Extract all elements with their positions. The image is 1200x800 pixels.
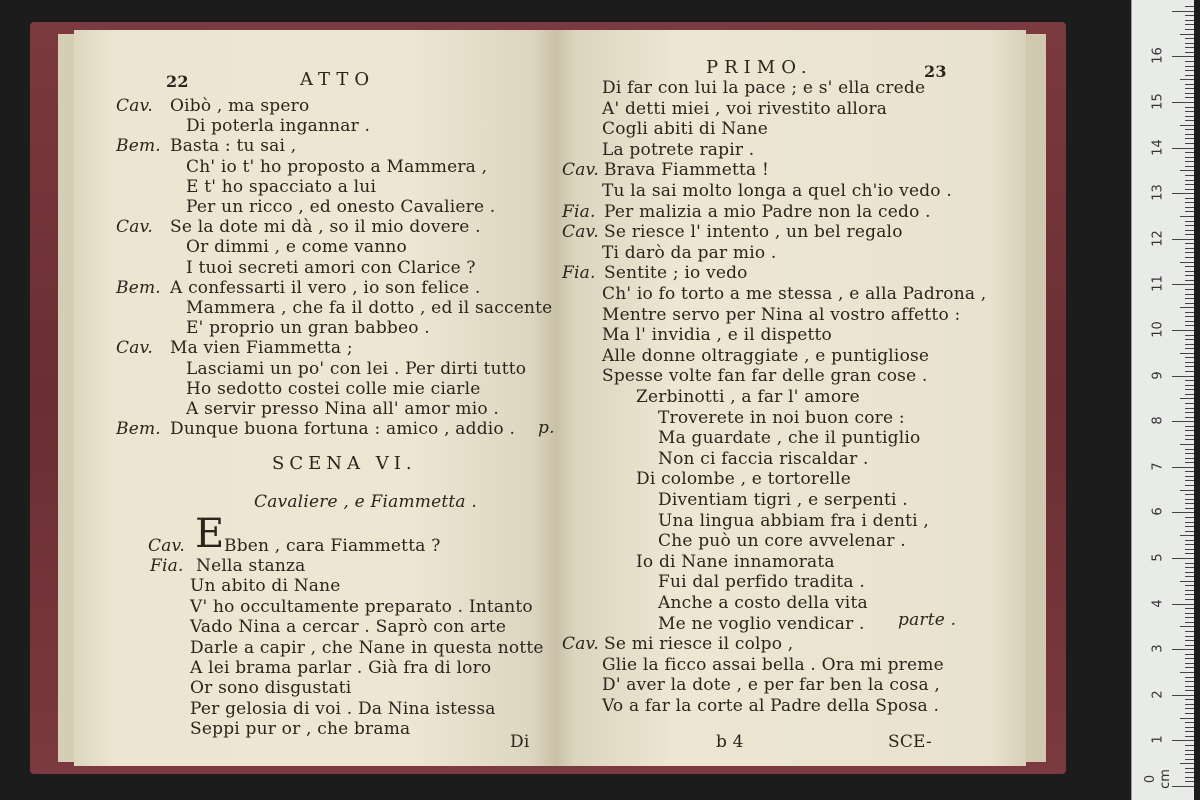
ruler-tick (1180, 444, 1194, 445)
ruler-label: 16 (1150, 47, 1166, 65)
text-line: Ho sedotto costei colle mie ciarle (186, 378, 481, 399)
text-line: Cogli abiti di Nane (602, 119, 769, 140)
text-line: Oibò , ma spero (170, 96, 310, 116)
scene-title: SCENA VI. (272, 453, 417, 474)
text-line: Mammera , che fa il dotto , ed il saccente (186, 298, 553, 318)
ruler-tick (1185, 480, 1194, 481)
ruler-tick (1185, 252, 1194, 253)
page-number: 23 (924, 62, 947, 81)
signature-mark: b 4 (716, 732, 744, 752)
ruler-tick (1185, 699, 1194, 700)
ruler-tick (1185, 138, 1194, 139)
ruler-tick (1185, 175, 1194, 176)
ruler-tick (1185, 294, 1194, 295)
text-line: Se mi riesce il colpo , (604, 634, 794, 655)
ruler-tick (1185, 449, 1194, 450)
ruler-tick (1185, 380, 1194, 381)
ruler-tick (1185, 594, 1194, 595)
ruler-tick (1185, 280, 1194, 281)
ruler-tick (1185, 75, 1194, 76)
text-line: Io di Nane innamorata (636, 551, 835, 572)
ruler-tick (1180, 672, 1194, 673)
text-line: Vo a far la corte al Padre della Sposa . (602, 696, 940, 716)
ruler-tick (1185, 389, 1194, 390)
text-line: Troverete in noi buon core : (658, 407, 905, 428)
ruler-tick (1185, 289, 1194, 290)
ruler-tick (1185, 120, 1194, 121)
text-line: Or sono disgustati (190, 678, 352, 699)
ruler-tick (1185, 713, 1194, 714)
ruler-tick (1185, 590, 1194, 591)
ruler-tick (1185, 458, 1194, 459)
text-line: Per un ricco , ed onesto Cavaliere . (186, 197, 496, 217)
speaker-label: Bem. (116, 136, 161, 157)
ruler-tick (1185, 129, 1194, 130)
ruler-tick (1172, 11, 1194, 12)
text-line: Se la dote mi dà , so il mio dovere . (170, 217, 481, 238)
ruler-tick (1185, 563, 1194, 564)
text-line: Seppi pur or , che brama (190, 719, 411, 740)
ruler-tick (1185, 485, 1194, 486)
ruler-tick (1185, 316, 1194, 317)
ruler-tick (1185, 508, 1194, 509)
ruler-tick (1185, 271, 1194, 272)
text-line: Dunque buona fortuna : amico , addio . (170, 419, 516, 440)
ruler-tick (1180, 398, 1194, 399)
drop-cap: E (195, 511, 225, 557)
ruler-tick (1185, 453, 1194, 454)
text-line: Per gelosia di voi . Da Nina istessa (190, 698, 496, 719)
ruler-tick (1180, 262, 1194, 263)
speaker-label: Fia. (562, 263, 596, 284)
ruler-tick (1185, 531, 1194, 532)
ruler-tick (1185, 549, 1194, 550)
ruler-tick (1185, 61, 1194, 62)
ruler-label: 5 (1150, 553, 1166, 562)
ruler-tick (1172, 376, 1194, 377)
ruler-tick (1185, 84, 1194, 85)
ruler-label: 2 (1150, 690, 1166, 699)
ruler-tick (1185, 471, 1194, 472)
speaker-label: Fia. (150, 556, 184, 576)
ruler-tick (1180, 718, 1194, 719)
ruler-tick (1185, 303, 1194, 304)
ruler-tick (1185, 585, 1194, 586)
ruler-tick (1185, 20, 1194, 21)
ruler-tick (1185, 430, 1194, 431)
ruler-tick (1185, 636, 1194, 637)
stage-direction: p. (538, 418, 555, 438)
ruler-label: 4 (1150, 598, 1166, 608)
ruler-label: 6 (1150, 507, 1166, 517)
ruler-tick (1185, 335, 1194, 336)
ruler-label: 1 (1150, 735, 1166, 745)
running-head: ATTO (300, 69, 376, 90)
text-line: Ch' io t' ho proposto a Mammera , (186, 156, 488, 177)
ruler-tick (1185, 540, 1194, 541)
text-line: Nella stanza (196, 556, 306, 576)
ruler-tick (1185, 622, 1194, 623)
ruler-tick (1185, 357, 1194, 358)
speaker-label: Cav. (116, 96, 153, 116)
ruler-tick (1185, 503, 1194, 504)
ruler-tick (1185, 439, 1194, 440)
ruler-tick (1180, 490, 1194, 491)
text-line: Tu la sai molto longa a quel ch'io vedo . (602, 181, 952, 201)
ruler-tick (1172, 649, 1194, 650)
text-line: Alle donne oltraggiate , e puntigliose (602, 345, 930, 366)
text-line: Per malizia a mio Padre non la cedo . (604, 201, 931, 222)
ruler-tick (1185, 640, 1194, 641)
ruler-tick (1185, 658, 1194, 659)
text-line: Me ne voglio vendicar . (658, 613, 865, 634)
ruler-tick (1185, 727, 1194, 728)
ruler-tick (1185, 29, 1194, 30)
text-line: Ti darò da par mio . (602, 242, 777, 263)
text-line: Or dimmi , e come vanno (186, 237, 407, 258)
text-line: La potrete rapir . (602, 139, 755, 160)
ruler-tick (1185, 93, 1194, 94)
ruler-tick (1185, 225, 1194, 226)
ruler-tick (1185, 462, 1194, 463)
ruler-tick (1185, 708, 1194, 709)
ruler-label: 15 (1150, 93, 1166, 110)
text-line: E' proprio un gran babbeo . (186, 318, 430, 339)
ruler-tick (1172, 740, 1194, 741)
ruler-tick (1185, 667, 1194, 668)
ruler-tick (1185, 704, 1194, 705)
text-line: Anche a costo della vita (658, 593, 868, 613)
ruler-tick (1180, 216, 1194, 217)
text-line: Ch' io fo torto a me stessa , e alla Padrona , (602, 284, 987, 304)
ruler-tick (1185, 38, 1194, 39)
ruler-tick (1185, 362, 1194, 363)
ruler-tick (1185, 522, 1194, 523)
ruler-tick (1185, 6, 1194, 7)
text-line: A confessarti il vero , io son felice . (170, 277, 481, 298)
ruler-label: 8 (1150, 416, 1166, 425)
ruler-tick (1185, 70, 1194, 71)
ruler-tick (1185, 403, 1194, 404)
ruler-tick (1172, 467, 1194, 468)
ruler-tick (1185, 161, 1194, 162)
ruler-tick (1185, 517, 1194, 518)
ruler-tick (1185, 275, 1194, 276)
ruler-tick (1185, 736, 1194, 737)
ruler-tick (1185, 66, 1194, 67)
text-line: Fui dal perfido tradita . (658, 572, 865, 593)
text-line: Ma vien Fiammetta ; (170, 338, 353, 359)
ruler-tick (1185, 617, 1194, 618)
ruler-tick (1180, 307, 1194, 308)
ruler-tick (1185, 230, 1194, 231)
speaker-label: Cav. (562, 222, 599, 243)
ruler-tick (1185, 211, 1194, 212)
ruler-tick (1172, 512, 1194, 513)
ruler-tick (1185, 371, 1194, 372)
right-page (556, 30, 1026, 766)
ruler-tick (1180, 626, 1194, 627)
ruler-tick (1185, 180, 1194, 181)
ruler-tick (1185, 526, 1194, 527)
text-line: Una lingua abbiam fra i denti , (658, 510, 929, 531)
ruler-tick (1185, 435, 1194, 436)
ruler-tick (1185, 234, 1194, 235)
text-line: Zerbinotti , a far l' amore (636, 387, 860, 407)
ruler-tick (1185, 663, 1194, 664)
text-line: Ma guardate , che il puntiglio (658, 428, 921, 449)
text-line: Brava Fiammetta ! (604, 160, 769, 181)
ruler-tick (1185, 52, 1194, 53)
ruler-label: 13 (1150, 184, 1166, 201)
speaker-label: Cav. (562, 634, 599, 655)
ruler-tick (1185, 750, 1194, 751)
ruler-tick (1185, 166, 1194, 167)
text-line: D' aver la dote , e per far ben la cosa , (602, 675, 941, 696)
speaker-label: Fia. (562, 201, 596, 222)
text-line: A' detti miei , voi rivestito allora (602, 98, 888, 119)
ruler-tick (1180, 763, 1194, 764)
ruler-tick (1172, 239, 1194, 240)
ruler-tick (1185, 408, 1194, 409)
ruler-tick (1185, 207, 1194, 208)
ruler-tick (1185, 553, 1194, 554)
ruler-tick (1185, 572, 1194, 573)
text-line: Non ci faccia riscaldar . (658, 448, 869, 469)
scene-characters: Cavaliere , e Fiammetta . (254, 492, 477, 512)
speaker-label: Bem. (116, 419, 161, 440)
ruler-label: 9 (1150, 370, 1166, 380)
ruler-label: 10 (1150, 321, 1166, 338)
text-line: V' ho occultamente preparato . Intanto (190, 596, 533, 617)
ruler-label: 11 (1150, 275, 1166, 293)
ruler-tick (1185, 134, 1194, 135)
ruler-tick (1185, 339, 1194, 340)
ruler-tick (1172, 558, 1194, 559)
catchword: SCE- (888, 732, 932, 752)
text-line: E t' ho spacciato a lui (186, 176, 377, 197)
ruler-tick (1185, 257, 1194, 258)
text-line: Mentre servo per Nina al vostro affetto : (602, 304, 961, 325)
text-line: Un abito di Nane (190, 576, 341, 597)
ruler-tick (1185, 97, 1194, 98)
ruler-tick (1185, 686, 1194, 687)
ruler-tick (1185, 494, 1194, 495)
ruler-tick (1185, 772, 1194, 773)
text-line: Diventiam tigri , e serpenti . (658, 490, 908, 510)
ruler-tick (1185, 754, 1194, 755)
ruler-tick (1185, 599, 1194, 600)
ruler-tick (1185, 677, 1194, 678)
ruler-tick (1180, 125, 1194, 126)
ruler-tick (1185, 266, 1194, 267)
text-line: Di far con lui la pace ; e s' ella crede (602, 78, 926, 98)
ruler-tick (1172, 330, 1194, 331)
ruler-tick (1185, 312, 1194, 313)
ruler-tick (1185, 24, 1194, 25)
ruler-tick (1180, 353, 1194, 354)
running-head: PRIMO. (706, 57, 813, 78)
ruler-tick (1185, 645, 1194, 646)
ruler-tick (1185, 608, 1194, 609)
ruler-tick (1185, 544, 1194, 545)
ruler-tick (1185, 248, 1194, 249)
stage-direction: parte . (898, 610, 957, 630)
text-line: Bben , cara Fiammetta ? (224, 536, 441, 556)
ruler-tick (1180, 581, 1194, 582)
ruler-tick (1185, 366, 1194, 367)
ruler-tick (1185, 759, 1194, 760)
text-line: Vado Nina a cercar . Saprò con arte (190, 617, 507, 638)
ruler-tick (1185, 116, 1194, 117)
text-line: Che può un core avvelenar . (658, 531, 906, 552)
left-page (74, 30, 556, 766)
ruler-tick (1185, 567, 1194, 568)
text-line: Spesse volte fan far delle gran cose . (602, 366, 928, 387)
page-number: 22 (166, 72, 189, 91)
ruler-tick (1180, 34, 1194, 35)
text-line: Di poterla ingannar . (186, 116, 371, 137)
ruler-tick (1185, 394, 1194, 395)
ruler-tick (1185, 722, 1194, 723)
ruler-tick (1185, 321, 1194, 322)
ruler-tick (1172, 786, 1194, 787)
ruler-tick (1185, 152, 1194, 153)
text-line: Sentite ; io vedo (604, 263, 748, 284)
ruler-tick (1180, 170, 1194, 171)
speaker-label: Cav. (116, 217, 153, 238)
speaker-label: Cav. (562, 160, 599, 181)
ruler-tick (1185, 781, 1194, 782)
text-line: Ma l' invidia , e il dispetto (602, 325, 832, 346)
ruler-tick (1185, 385, 1194, 386)
ruler-tick (1185, 157, 1194, 158)
ruler-label: 14 (1150, 138, 1166, 156)
ruler-tick (1185, 202, 1194, 203)
ruler-tick (1172, 193, 1194, 194)
text-line: Se riesce l' intento , un bel regalo (604, 222, 903, 243)
text-line: A lei brama parlar . Già fra di loro (190, 658, 492, 678)
text-line: A servir presso Nina all' amor mio . (186, 399, 500, 419)
ruler-tick (1185, 107, 1194, 108)
ruler-tick (1172, 604, 1194, 605)
ruler-label: 7 (1150, 462, 1166, 471)
ruler-tick (1185, 631, 1194, 632)
ruler-label: 0 cm (1143, 769, 1173, 789)
ruler-tick (1185, 731, 1194, 732)
ruler-tick (1185, 325, 1194, 326)
ruler-tick (1185, 143, 1194, 144)
ruler-tick (1185, 768, 1194, 769)
ruler-tick (1172, 421, 1194, 422)
ruler-tick (1185, 654, 1194, 655)
ruler-tick (1185, 298, 1194, 299)
ruler-tick (1185, 221, 1194, 222)
ruler-tick (1185, 43, 1194, 44)
ruler-tick (1185, 15, 1194, 16)
ruler-tick (1185, 476, 1194, 477)
ruler-tick (1172, 148, 1194, 149)
speaker-label: Cav. (116, 338, 153, 359)
ruler-tick (1185, 47, 1194, 48)
catchword: Di (510, 732, 530, 752)
ruler-tick (1185, 417, 1194, 418)
ruler-tick (1185, 412, 1194, 413)
ruler-tick (1185, 189, 1194, 190)
ruler-tick (1185, 243, 1194, 244)
ruler-tick (1185, 198, 1194, 199)
ruler-tick (1180, 79, 1194, 80)
text-line: Lasciami un po' con lei . Per dirti tutto (186, 358, 527, 379)
ruler-label: 12 (1150, 230, 1166, 247)
text-line: Basta : tu sai , (170, 136, 297, 157)
text-line: Di colombe , e tortorelle (636, 469, 852, 490)
ruler-tick (1185, 111, 1194, 112)
speaker-label: Bem. (116, 277, 161, 298)
ruler-tick (1172, 56, 1194, 57)
ruler-tick (1185, 613, 1194, 614)
ruler-tick (1185, 344, 1194, 345)
text-line: Darle a capir , che Nane in questa notte (190, 637, 544, 658)
measurement-ruler (1131, 0, 1194, 800)
ruler-tick (1185, 88, 1194, 89)
ruler-tick (1185, 348, 1194, 349)
page-edges-right (1024, 34, 1046, 762)
ruler-tick (1185, 681, 1194, 682)
ruler-tick (1185, 777, 1194, 778)
ruler-tick (1185, 499, 1194, 500)
ruler-tick (1185, 576, 1194, 577)
ruler-tick (1180, 535, 1194, 536)
ruler-tick (1185, 690, 1194, 691)
ruler-tick (1172, 284, 1194, 285)
ruler-tick (1185, 426, 1194, 427)
ruler-label: 3 (1150, 644, 1166, 653)
speaker-label: Cav. (148, 536, 185, 556)
ruler-tick (1185, 745, 1194, 746)
ruler-tick (1172, 102, 1194, 103)
ruler-tick (1172, 695, 1194, 696)
ruler-tick (1185, 184, 1194, 185)
text-line: I tuoi secreti amori con Clarice ? (186, 257, 476, 278)
text-line: Glie la ficco assai bella . Ora mi preme (602, 654, 944, 675)
